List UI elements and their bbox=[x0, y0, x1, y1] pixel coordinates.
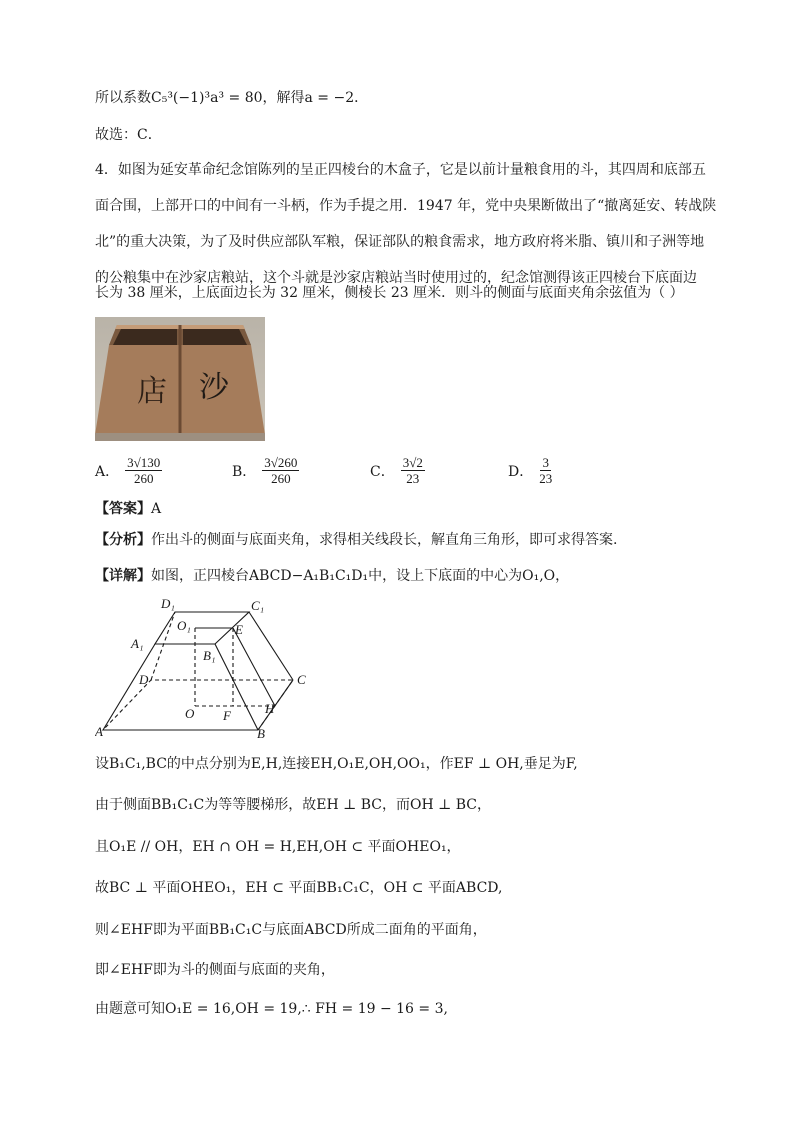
choice-a[interactable] bbox=[95, 455, 162, 486]
choice-c-fraction bbox=[401, 455, 425, 486]
choice-a-num: 3√130 bbox=[127, 455, 161, 470]
choice-a-den: 260 bbox=[133, 471, 154, 486]
analysis-line bbox=[95, 530, 617, 550]
text-line-1: 所以系数C₅³(−1)³a³ = 80，解得a = −2． bbox=[95, 90, 369, 106]
wooden-dou-photo bbox=[95, 317, 265, 441]
question-4-line-3: 北”的重大决策，为了及时供应部队军粮，保证部队的粮食需求，地方政府将米脂、镇川和子洲等地 bbox=[95, 234, 705, 250]
choice-d-num: 3 bbox=[542, 455, 549, 470]
label-D: D bbox=[139, 672, 149, 687]
label-E: E bbox=[235, 622, 243, 637]
choice-b[interactable] bbox=[232, 455, 299, 486]
analysis-text: 作出斗的侧面与底面夹角，求得相关线段长，解直角三角形，即可求得答案. bbox=[151, 532, 618, 548]
choice-b-fraction bbox=[262, 455, 299, 486]
choice-c[interactable] bbox=[370, 455, 425, 486]
label-H: H bbox=[265, 701, 275, 716]
analysis-tag: 【分析】 bbox=[95, 532, 151, 548]
answer-value: A bbox=[151, 501, 162, 517]
question-4-line-4: 的公粮集中在沙家店粮站，这个斗就是沙家店粮站当时使用过的，纪念馆测得该正四棱台下底面边 bbox=[95, 270, 697, 286]
solution-line-5: 则∠EHF即为平面BB₁C₁C与底面ABCD所成二面角的平面角， bbox=[95, 922, 487, 938]
choice-d-den: 23 bbox=[539, 471, 553, 486]
detail-text: 如图，正四棱台ABCD−A₁B₁C₁D₁中，设上下底面的中心为O₁,O， bbox=[151, 568, 570, 584]
label-B1: B₁ bbox=[203, 648, 216, 663]
detail-line bbox=[95, 566, 569, 586]
label-D1: D₁ bbox=[161, 598, 175, 611]
detail-tag: 【详解】 bbox=[95, 568, 151, 584]
label-A1: A₁ bbox=[131, 636, 144, 651]
frustum-diagram bbox=[95, 598, 335, 738]
question-4-line-5: 长为 38 厘米，上底面边长为 32 厘米，侧棱长 23 厘米．则斗的侧面与底面夹角余弦值为（ ） bbox=[95, 285, 684, 301]
choice-d-label: D． bbox=[508, 463, 534, 480]
choice-b-den: 260 bbox=[271, 471, 291, 486]
choice-c-num: 3√2 bbox=[402, 455, 423, 470]
question-4-line-2: 面合围，上部开口的中间有一斗柄，作为手提之用．1947 年，党中央果断做出了“撤离延安、转战陕 bbox=[95, 198, 717, 214]
choice-b-label: B． bbox=[232, 463, 257, 480]
label-O1: O₁ bbox=[177, 618, 191, 633]
solution-line-3: 且O₁E // OH，EH ∩ OH = H,EH,OH ⊂ 平面OHEO₁， bbox=[95, 839, 461, 855]
label-A: A bbox=[95, 724, 103, 738]
answer-tag: 【答案】 bbox=[95, 501, 151, 517]
choice-c-label: C． bbox=[370, 463, 395, 480]
choice-c-den: 23 bbox=[406, 471, 420, 486]
label-O: O bbox=[185, 706, 195, 721]
choice-d[interactable] bbox=[508, 455, 552, 486]
choice-d-fraction bbox=[539, 455, 552, 486]
wooden-box-image bbox=[95, 317, 265, 441]
text-line-2: 故选：C． bbox=[95, 127, 162, 143]
solution-line-2: 由于侧面BB₁C₁C为等等腰梯形，故EH ⊥ BC，而OH ⊥ BC， bbox=[95, 797, 491, 813]
label-C: C bbox=[297, 672, 306, 687]
solution-line-7: 由题意可知O₁E = 16,OH = 19,∴ FH = 19 − 16 = 3, bbox=[95, 1001, 448, 1017]
label-C1: C₁ bbox=[251, 598, 265, 613]
solution-line-4: 故BC ⊥ 平面OHEO₁，EH ⊂ 平面BB₁C₁C，OH ⊂ 平面ABCD, bbox=[95, 880, 503, 896]
label-B: B bbox=[257, 726, 265, 738]
question-4-line-1: 4．如图为延安革命纪念馆陈列的呈正四棱台的木盒子，它是以前计量粮食用的斗，其四周和底部五 bbox=[95, 162, 706, 178]
choice-a-label: A． bbox=[95, 463, 120, 480]
choice-b-num: 3√260 bbox=[264, 455, 298, 470]
solution-line-1: 设B₁C₁,BC的中点分别为E,H,连接EH,O₁E,OH,OO₁，作EF ⊥ OH,垂足为F, bbox=[95, 756, 578, 772]
solution-line-6: 即∠EHF即为斗的侧面与底面的夹角， bbox=[95, 962, 335, 978]
label-F: F bbox=[223, 708, 231, 723]
answer-line bbox=[95, 499, 161, 519]
box-char-right: 沙 bbox=[199, 370, 229, 405]
box-char-left: 店 bbox=[137, 374, 167, 409]
choice-a-fraction bbox=[125, 455, 162, 486]
